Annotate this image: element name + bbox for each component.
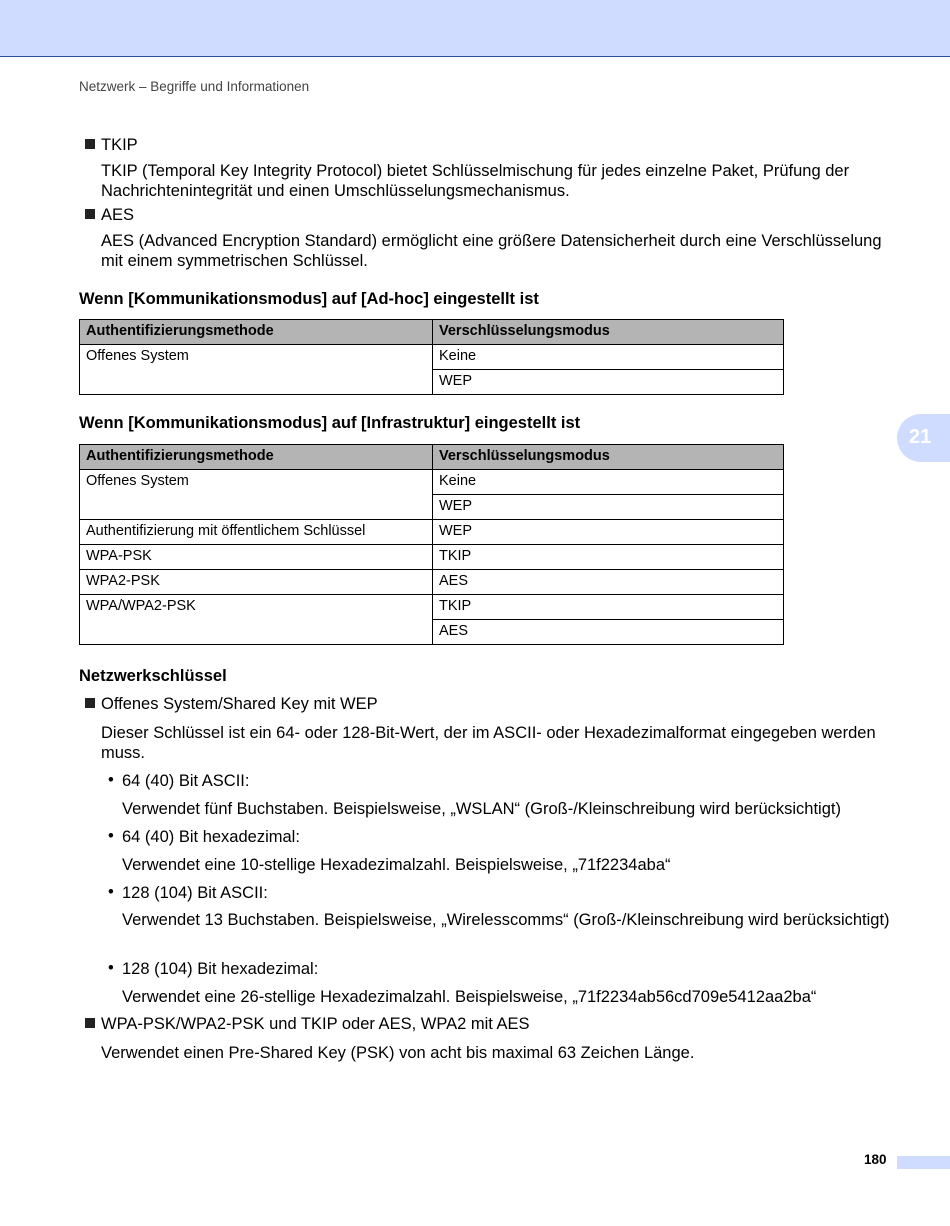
wpa-title: WPA-PSK/WPA2-PSK und TKIP oder AES, WPA2 mit AES [101, 1015, 530, 1033]
mode-cell: WEP [433, 370, 784, 395]
wep-text: Dieser Schlüssel ist ein 64- oder 128-Bit-Wert, der im ASCII- oder Hexadezimalformat eingegeben werden muss. [101, 724, 876, 762]
mode-cell: Keine [433, 470, 784, 495]
col-header-mode: Verschlüsselungsmodus [433, 445, 784, 470]
tkip-text: TKIP (Temporal Key Integrity Protocol) bietet Schlüsselmischung für jedes einzelne Paket, Prüfung der Nachrichtenintegrität und einen Umschlüsselungsmechanismus. [101, 162, 850, 200]
adhoc-table [79, 319, 784, 395]
chapter-tab [897, 414, 950, 462]
square-bullet-icon [85, 209, 95, 219]
running-title: Netzwerk – Begriffe und Informationen [79, 79, 310, 94]
mode-cell: WEP [433, 520, 784, 545]
key-item-desc: Verwendet eine 10-stellige Hexadezimalzahl. Beispielsweise, „71f2234aba“ [122, 856, 671, 874]
header-bar [0, 0, 950, 57]
square-bullet-icon [85, 1018, 95, 1028]
mode-cell: TKIP [433, 595, 784, 620]
table-header-row [80, 445, 784, 470]
method-cell: WPA-PSK [80, 545, 433, 570]
aes-text: AES (Advanced Encryption Standard) ermöglicht eine größere Datensicherheit durch eine Verschlüsselung mit einem symmetrischen Schlüssel. [101, 232, 882, 270]
infra-table [79, 444, 784, 645]
mode-cell: TKIP [433, 545, 784, 570]
key-item-label: 64 (40) Bit ASCII: [122, 772, 250, 790]
col-header-method: Authentifizierungsmethode [80, 320, 433, 345]
bullet-dot: • [108, 771, 114, 789]
page-number: 180 [864, 1152, 887, 1167]
square-bullet-icon [85, 698, 95, 708]
infra-heading: Wenn [Kommunikationsmodus] auf [Infrastruktur] eingestellt ist [79, 414, 581, 432]
table-header-row [80, 320, 784, 345]
key-item-label: 128 (104) Bit hexadezimal: [122, 960, 319, 978]
table-row [80, 545, 784, 570]
key-item-label: 64 (40) Bit hexadezimal: [122, 828, 300, 846]
table-row [80, 595, 784, 620]
table-row [80, 570, 784, 595]
bullet-aes [85, 206, 905, 225]
bullet-wpa [85, 1015, 905, 1034]
wep-title: Offenes System/Shared Key mit WEP [101, 695, 378, 713]
table-row [80, 520, 784, 545]
tkip-title: TKIP [101, 136, 138, 154]
bullet-tkip [85, 136, 905, 155]
netkey-heading: Netzwerkschlüssel [79, 667, 227, 685]
key-item-desc: Verwendet fünf Buchstaben. Beispielsweise, „WSLAN“ (Groß-/Kleinschreibung wird berücksichtigt) [122, 800, 841, 818]
chapter-number: 21 [909, 426, 932, 448]
mode-cell: AES [433, 620, 784, 645]
method-cell: WPA/WPA2-PSK [80, 595, 433, 645]
table-row [80, 470, 784, 495]
bullet-dot: • [108, 883, 114, 901]
bullet-wep [85, 695, 905, 714]
col-header-mode: Verschlüsselungsmodus [433, 320, 784, 345]
key-item-desc: Verwendet 13 Buchstaben. Beispielsweise, „Wirelesscomms“ (Groß-/Kleinschreibung wird berücksichtigt) [122, 911, 890, 929]
adhoc-heading: Wenn [Kommunikationsmodus] auf [Ad-hoc] eingestellt ist [79, 290, 539, 308]
mode-cell: Keine [433, 345, 784, 370]
method-cell: Offenes System [80, 470, 433, 520]
square-bullet-icon [85, 139, 95, 149]
method-cell: WPA2-PSK [80, 570, 433, 595]
bullet-dot: • [108, 959, 114, 977]
page-number-bar [897, 1156, 950, 1169]
key-item-desc: Verwendet eine 26-stellige Hexadezimalzahl. Beispielsweise, „71f2234ab56cd709e5412aa2ba“ [122, 988, 817, 1006]
method-cell: Authentifizierung mit öffentlichem Schlüssel [80, 520, 433, 545]
aes-title: AES [101, 206, 135, 224]
bullet-dot: • [108, 827, 114, 845]
key-item-label: 128 (104) Bit ASCII: [122, 884, 268, 902]
mode-cell: AES [433, 570, 784, 595]
method-cell: Offenes System [80, 345, 433, 395]
table-row [80, 345, 784, 370]
wpa-text: Verwendet einen Pre-Shared Key (PSK) von acht bis maximal 63 Zeichen Länge. [101, 1044, 695, 1062]
mode-cell: WEP [433, 495, 784, 520]
col-header-method: Authentifizierungsmethode [80, 445, 433, 470]
